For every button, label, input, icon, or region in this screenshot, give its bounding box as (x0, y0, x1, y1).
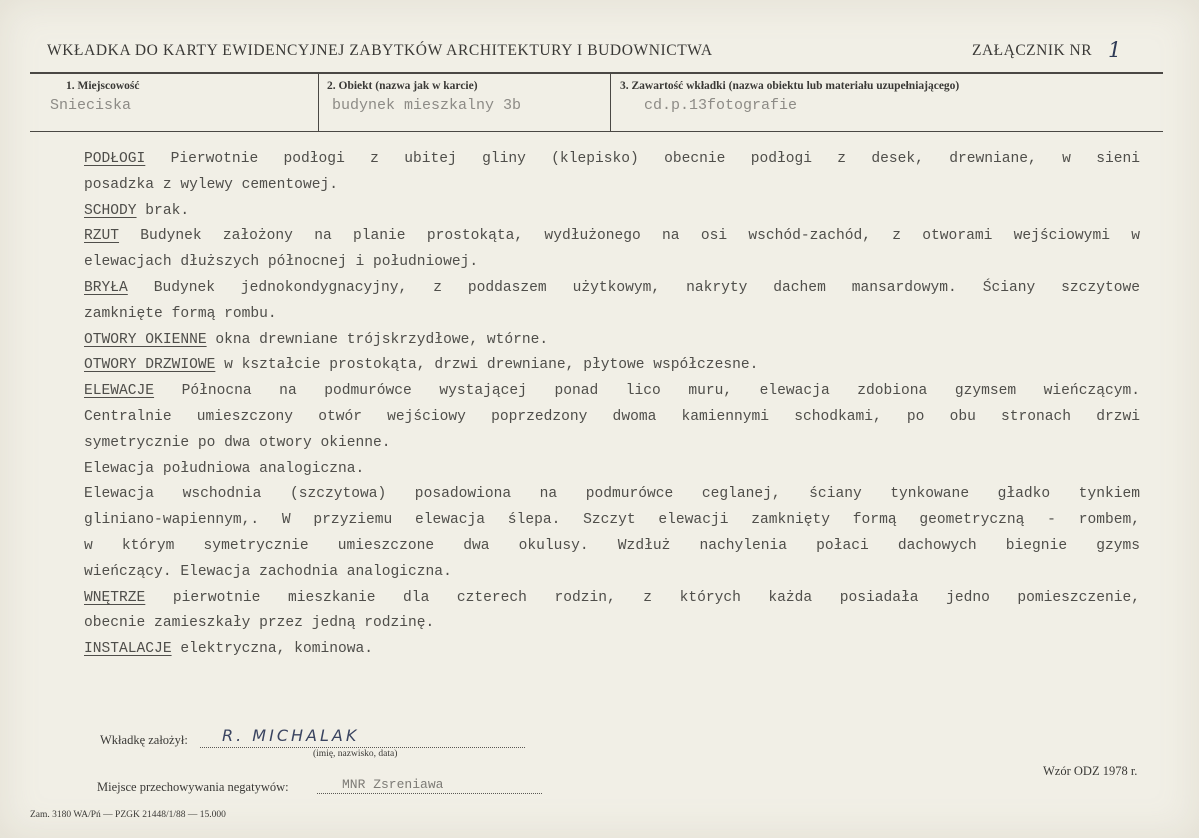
body-text-segment: elektryczna, kominowa. (171, 641, 374, 658)
section-heading: RZUT (84, 228, 120, 245)
section-heading: BRYŁA (84, 279, 128, 296)
form-title: WKŁADKA DO KARTY EWIDENCYJNEJ ZABYTKÓW ARCHITEKTURY I BUDOWNICTWA (47, 42, 713, 59)
body-text-segment: zamknięte formą rombu. (84, 305, 277, 322)
body-line (84, 328, 1140, 354)
locality-label: 1. Miejscowość (66, 80, 140, 92)
body-text-segment: symetrycznie po dwa otwory okienne. (84, 434, 391, 451)
body-line (84, 302, 1140, 328)
field-divider-2 (610, 74, 611, 131)
body-text-segment: okna drewniane trójskrzydłowe, wtórne. (206, 331, 549, 348)
object-value: budynek mieszkalny 3b (332, 97, 522, 114)
body-text-segment: obecnie zamieszkały przez jedną rodzinę. (84, 615, 435, 632)
body-text-segment: Centralnie umieszczony otwór wejściowy poprzedzony dwoma kamiennymi schodkami, po obu stronach drzwi (84, 408, 1140, 425)
body-text-segment: wieńczący. Elewacja zachodnia analogiczna. (84, 563, 452, 580)
section-heading: PODŁOGI (84, 151, 146, 167)
body-line (84, 173, 1140, 199)
content-label: 3. Zawartość wkładki (nazwa obiektu lub materiału uzupełniającego) (620, 80, 960, 92)
body-line (84, 457, 1140, 483)
body-line (84, 250, 1140, 276)
body-text-segment: w kształcie prostokąta, drzwi drewniane, płytowe współczesne. (215, 357, 759, 374)
negatives-label: Miejsce przechowywania negatywów: (97, 780, 289, 794)
section-heading: OTWORY DRZWIOWE (84, 357, 216, 374)
negatives-value: MNR Zsreniawa (342, 777, 444, 792)
body-line (84, 431, 1140, 457)
field-divider-1 (318, 74, 319, 131)
body-text-segment: pierwotnie mieszkanie dla czterech rodzin, z których każda posiadała jedno pomieszczenie, (145, 589, 1140, 606)
body-text-segment: w którym symetrycznie umieszczone dwa okulusy. Wzdłuż nachylenia połaci dachowych biegnie gzyms (84, 537, 1140, 554)
body-text-segment: gliniano-wapiennym,. W przyziemu elewacja ślepa. Szczyt elewacji zamknięty formą geometryczną - rombem, (84, 512, 1140, 529)
body-line (84, 147, 1140, 173)
section-heading: OTWORY OKIENNE (84, 331, 207, 348)
section-heading: INSTALACJE (84, 641, 172, 658)
header-top-rule (30, 72, 1163, 74)
negatives-line (317, 793, 542, 794)
object-label: 2. Obiekt (nazwa jak w karcie) (327, 80, 478, 92)
body-text-segment: Północna na podmurówce wystającej ponad lico muru, elewacja zdobiona gzymsem wieńczącym. (154, 383, 1140, 400)
body-text-segment: Pierwotnie podłogi z ubitej gliny (klepisko) obecnie podłogi z desek, drewniane, w sieni (145, 151, 1140, 167)
annex-label: ZAŁĄCZNIK NR (972, 42, 1093, 59)
body-line (84, 353, 1140, 379)
author-hint: (imię, nazwisko, data) (313, 749, 398, 759)
body-line (84, 611, 1140, 637)
body-line (84, 482, 1140, 508)
body-line (84, 276, 1140, 302)
body-text-segment: brak. (136, 202, 190, 219)
content-value: cd.p.13fotografie (644, 97, 798, 114)
body-line (84, 224, 1140, 250)
body-line (84, 534, 1140, 560)
body-line (84, 508, 1140, 534)
form-code: Wzór ODZ 1978 r. (1043, 764, 1138, 778)
section-heading: ELEWACJE (84, 383, 155, 400)
header-bottom-rule (30, 131, 1163, 132)
annex-number: 1 (1108, 38, 1122, 62)
section-heading: WNĘTRZE (84, 589, 146, 606)
author-label: Wkładkę założył: (100, 733, 188, 747)
body-line (84, 379, 1140, 405)
body-line (84, 637, 1140, 663)
description-body (84, 147, 1140, 663)
author-line (200, 747, 525, 748)
author-signature: R. MICHALAK (222, 726, 360, 745)
section-heading: SCHODY (84, 202, 137, 219)
body-text-segment: Budynek założony na planie prostokąta, wydłużonego na osi wschód-zachód, z otworami wejściowymi w (119, 228, 1140, 245)
print-info: Zam. 3180 WA/Pń — PZGK 21448/1/88 — 15.000 (30, 810, 226, 820)
body-line (84, 405, 1140, 431)
body-line (84, 199, 1140, 225)
body-line (84, 586, 1140, 612)
body-text-segment: elewacjach dłuższych północnej i południowej. (84, 254, 479, 271)
body-text-segment: Budynek jednokondygnacyjny, z poddaszem użytkowym, nakryty dachem mansardowym. Ściany szczytowe (127, 279, 1140, 296)
body-text-segment: Elewacja południowa analogiczna. (84, 460, 365, 477)
body-text-segment: Elewacja wschodnia (szczytowa) posadowiona na podmurówce ceglanej, ściany tynkowane gładko tynkiem (84, 486, 1140, 503)
locality-value: Snieciska (50, 97, 132, 114)
body-text-segment: posadzka z wylewy cementowej. (84, 176, 338, 193)
body-line (84, 560, 1140, 586)
